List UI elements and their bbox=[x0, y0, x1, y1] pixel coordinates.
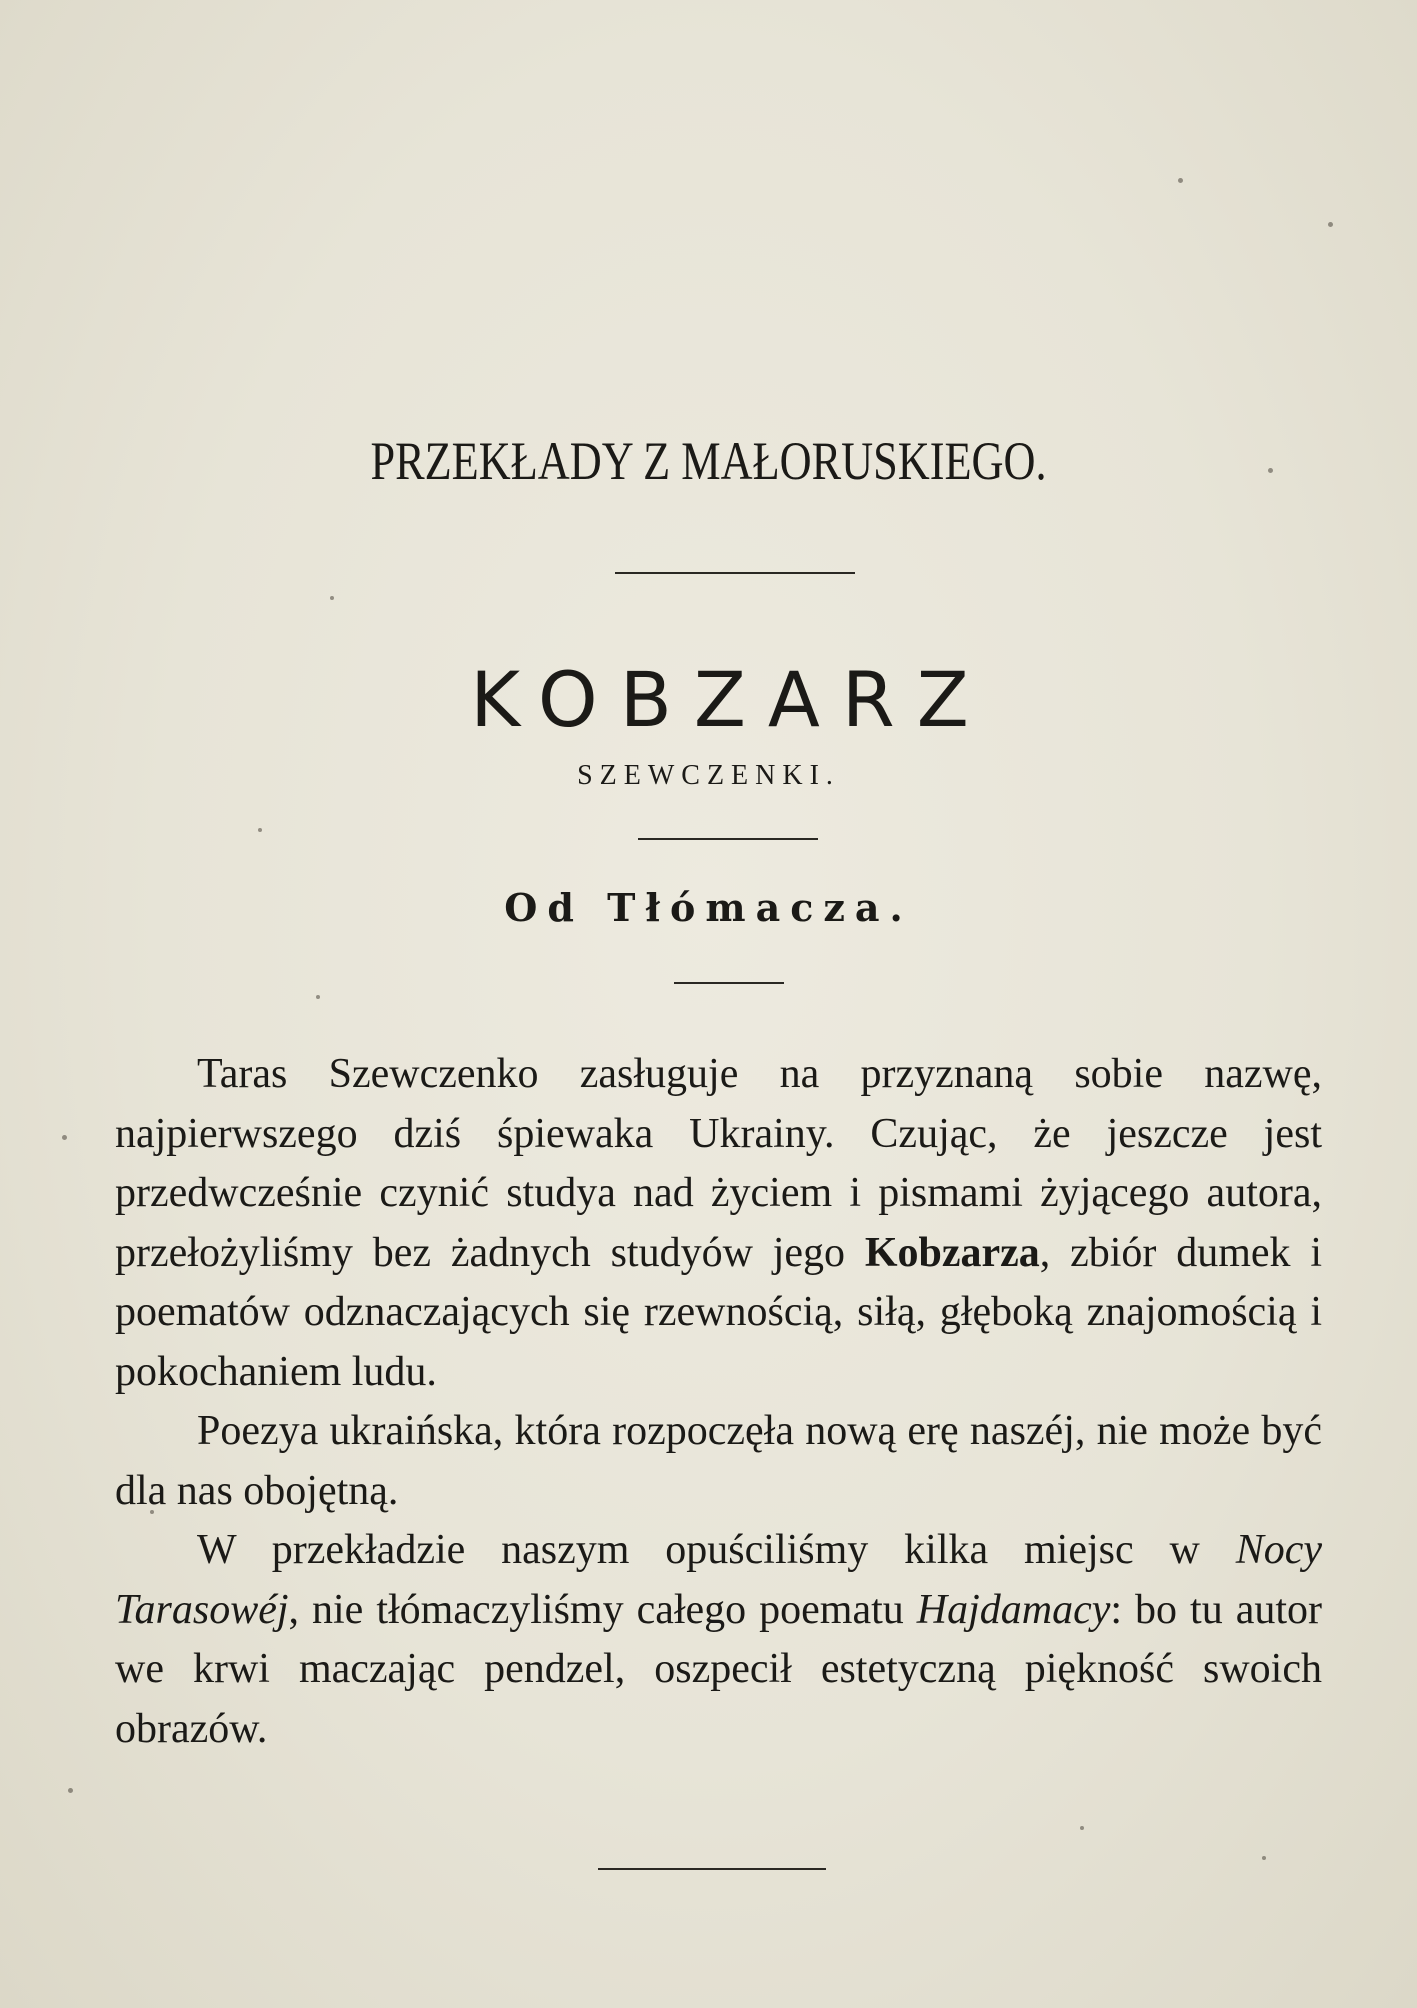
body-text bbox=[115, 1045, 1322, 1759]
paragraph bbox=[115, 1402, 1322, 1521]
paper-speck bbox=[1080, 1826, 1084, 1830]
paper-speck bbox=[316, 995, 320, 999]
divider-rule bbox=[615, 572, 855, 574]
divider-rule bbox=[674, 982, 784, 984]
series-title: PRZEKŁADY Z MAŁORUSKIEGO. bbox=[370, 431, 1047, 491]
paragraph-text: , zbiór dumek i poematów odznaczających się rzewnością, siłą, głęboką znajomością i pokochaniem ludu. bbox=[115, 1229, 1322, 1395]
paper-speck bbox=[1262, 1856, 1266, 1860]
paragraph-text: , nie tłómaczyliśmy całego poematu bbox=[288, 1586, 917, 1633]
paragraph-text: Taras Szewczenko zasługuje na przyznaną sobie nazwę, najpierwszego dziś śpiewaka Ukrainy. Czując, że jeszcze jest przedwcześnie czynić studya nad życiem i pismami żyjącego autora, przełożyliśmy bez żadnych studyów jego bbox=[115, 1051, 1322, 1276]
paper-speck bbox=[68, 1788, 73, 1793]
paper-speck bbox=[1328, 222, 1333, 227]
paragraph bbox=[115, 1045, 1322, 1402]
poem-title-noc-tarasowa: Nocy Tarasowéj bbox=[115, 1527, 1322, 1633]
section-heading: Od Tłómacza. bbox=[504, 885, 913, 930]
sub-title: SZEWCZENKI. bbox=[577, 760, 840, 791]
paper-speck bbox=[1178, 178, 1183, 183]
paragraph-text: W przekładzie naszym opuściliśmy kilka miejsc w bbox=[197, 1527, 1236, 1573]
divider-rule bbox=[638, 838, 818, 840]
paragraph-text: Poezya ukraińska, która rozpoczęła nową erę naszéj, nie może być dla nas obojętną. bbox=[115, 1408, 1322, 1514]
paper-speck bbox=[258, 828, 262, 832]
end-rule bbox=[598, 1868, 826, 1870]
paragraph-text: : bo tu autor we krwi maczając pendzel, oszpecił estetyczną piękność swoich obrazów. bbox=[115, 1586, 1322, 1752]
main-title: KOBZARZ bbox=[470, 655, 991, 744]
poem-title-hajdamacy: Hajdamacy bbox=[916, 1586, 1111, 1633]
book-title-kobzarz: Kobzarza bbox=[864, 1229, 1040, 1276]
paper-speck bbox=[330, 596, 334, 600]
paragraph bbox=[115, 1521, 1322, 1759]
paper-speck bbox=[62, 1135, 67, 1140]
